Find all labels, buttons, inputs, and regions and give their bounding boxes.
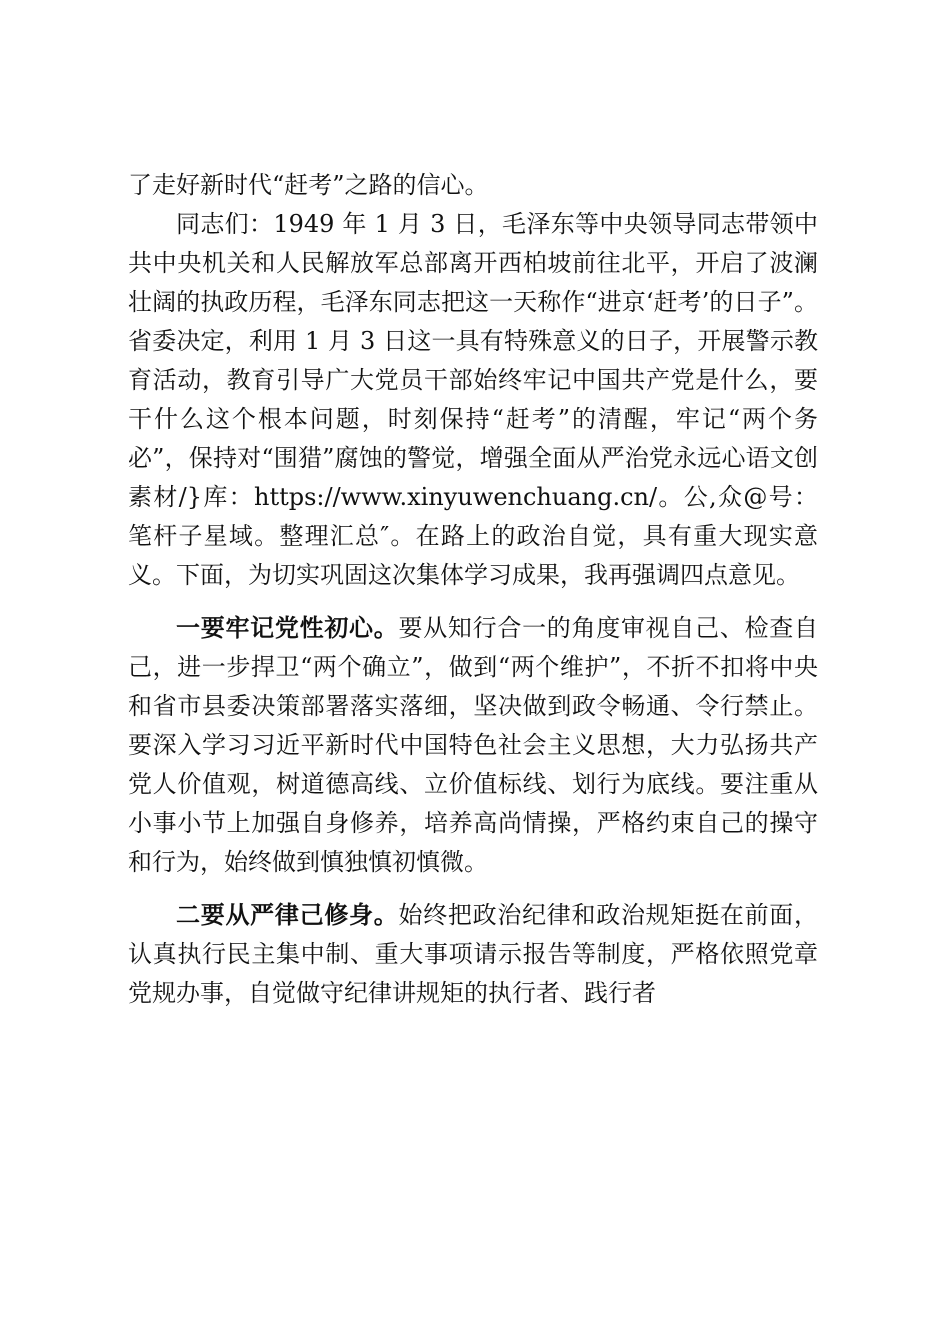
point-two-paragraph xyxy=(128,896,818,1013)
intro-paragraph xyxy=(128,205,818,595)
paragraph-text: 要从知行合一的角度审视自己、检查自己，进一步捍卫“两个确立”，做到“两个维护”，不折不扣将中央和省市县委决策部署落实落细，坚决做到政令畅通、令行禁止。要深入学习习近平新时代中国特色社会主义思想，大力弘扬共产党人价值观，树道德高线、立价值标线、划行为底线。要注重从小事小节上加强自身修养，培养高尚情操，严格约束自己的操守和行为，始终做到慎独慎初慎微。 xyxy=(128,614,819,876)
continuation-paragraph xyxy=(128,166,818,205)
document-page xyxy=(128,166,818,1013)
point-one-paragraph xyxy=(128,609,818,882)
paragraph-text: 了走好新时代“赶考”之路的信心。 xyxy=(128,171,489,199)
point-one-heading: 一要牢记党性初心。 xyxy=(176,614,399,642)
paragraph-text: 同志们：1949 年 1 月 3 日，毛泽东等中央领导同志带领中共中央机关和人民解放军总部离开西柏坡前往北平，开启了波澜壮阔的执政历程，毛泽东同志把这一天称作“进京‘赶考’的日子”。省委决定，利用 1 月 3 日这一具有特殊意义的日子，开展警示教育活动，教育引导广大党员干部始终牢记中国共产党是什么，要干什么这个根本问题，时刻保持“赶考”的清醒，牢记“两个务必”，保持对“围猎”腐蚀的警觉，增强全面从严治党永远心语文创素材/}库：https://www.xinyuwenchuang.cn/。公,众@号：笔杆子星域。整理汇总″。在路上的政治自觉，具有重大现实意义。下面，为切实巩固这次集体学习成果，我再强调四点意见。 xyxy=(128,210,818,589)
point-two-heading: 二要从严律己修身。 xyxy=(176,901,399,929)
paragraph-text: 始终把政治纪律和政治规矩挺在前面，认真执行民主集中制、重大事项请示报告等制度，严格依照党章党规办事，自觉做守纪律讲规矩的执行者、践行者 xyxy=(128,901,819,1007)
